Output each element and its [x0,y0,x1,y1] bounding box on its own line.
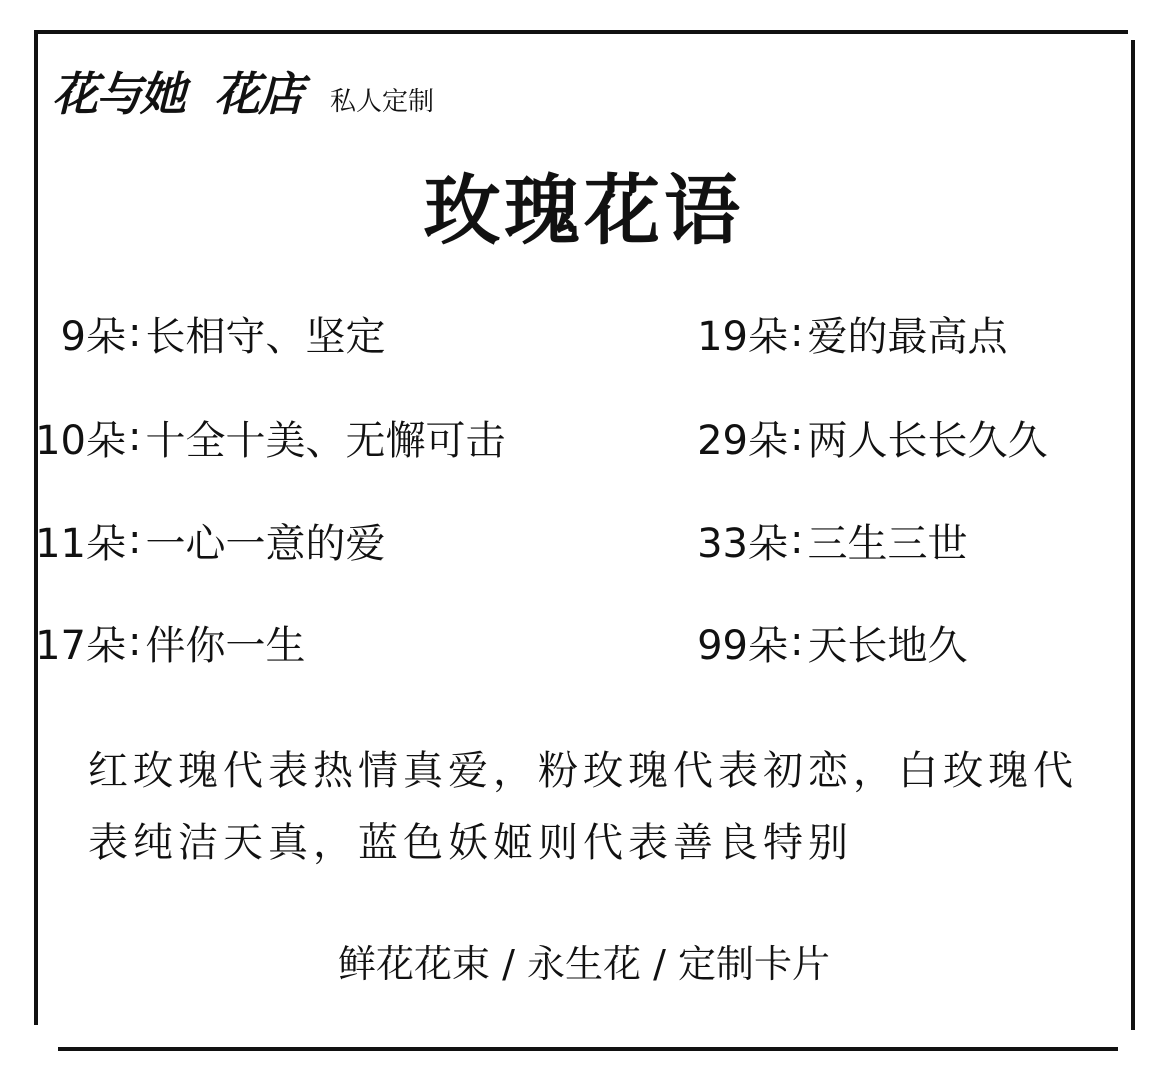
meaning-count: 9朵 [60,313,126,360]
footer-services: 鲜花花束 / 永生花 / 定制卡片 [338,942,830,986]
meaning-item [0,612,305,672]
meaning-text: 十全十美、无懈可击 [145,417,506,464]
meaning-item [0,303,385,363]
meaning-item [680,407,1047,467]
meaning-count: 99朵 [697,622,788,669]
colon-separator: : [790,619,804,665]
colon-separator: : [790,414,804,460]
meaning-text: 爱的最高点 [807,313,1008,360]
meaning-count: 10朵 [35,417,126,464]
meaning-count: 11朵 [35,520,126,567]
rose-color-description: 红玫瑰代表热情真爱，粉玫瑰代表初恋，白玫瑰代表纯洁天真，蓝色妖姬则代表善良特别 [88,748,1078,866]
meaning-count: 33朵 [697,520,788,567]
meaning-text: 一心一意的爱 [145,520,386,567]
brand-shop: 花店 [214,67,302,121]
meaning-item [680,612,967,672]
meaning-count: 29朵 [697,417,788,464]
meaning-count: 19朵 [697,313,788,360]
meaning-text: 伴你一生 [145,622,306,669]
colon-separator: : [790,517,804,563]
meaning-item [0,407,505,467]
frame-bottom-border [58,1047,1118,1051]
meaning-text: 两人长长久久 [807,417,1048,464]
colon-separator: : [128,414,142,460]
colon-separator: : [128,619,142,665]
meaning-item [680,510,967,570]
meaning-text: 天长地久 [807,622,968,669]
colon-separator: : [128,517,142,563]
page-title: 玫瑰花语 [424,166,744,255]
meaning-item [0,510,385,570]
brand-header [52,58,434,124]
meaning-text: 三生三世 [807,520,968,567]
colon-separator: : [790,310,804,356]
brand-tagline: 私人定制 [330,87,435,117]
brand-name: 花与她 [52,67,184,121]
frame-top-border [36,30,1128,34]
meaning-text: 长相守、坚定 [145,313,386,360]
meaning-count: 17朵 [35,622,126,669]
colon-separator: : [128,310,142,356]
meaning-item [680,303,1007,363]
